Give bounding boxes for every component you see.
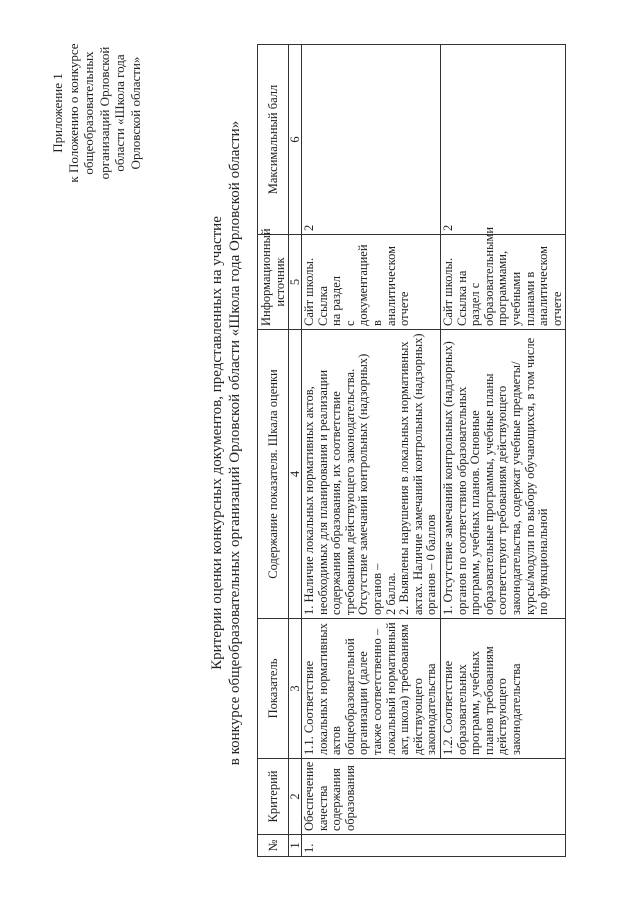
header-indicator: Показатель	[258, 619, 289, 759]
header-content: Содержание показателя. Шкала оценки	[258, 330, 289, 619]
criterion-cell: Обеспечение качества содержания образования	[302, 759, 566, 835]
table-row	[302, 45, 441, 857]
header-criterion: Критерий	[258, 759, 289, 835]
column-number: 2	[289, 759, 302, 835]
column-number: 4	[289, 330, 302, 619]
source-cell: Сайт школы. Ссылка на раздел с документацией в аналитическом отчете	[302, 235, 441, 330]
max-score-cell: 2	[440, 45, 565, 235]
appendix-note: Приложение 1 к Положению о конкурсе общеобразовательных организаций Орловской области «Школа года Орловской области»	[50, 43, 143, 183]
header-source: Информационный источник	[258, 235, 289, 330]
column-number: 6	[289, 45, 302, 235]
document-title	[208, 73, 244, 813]
row-number: 1.	[302, 835, 566, 857]
criteria-table	[257, 44, 566, 857]
column-number: 5	[289, 235, 302, 330]
column-number-row	[289, 45, 302, 857]
content-cell: 1. Наличие локальных нормативных актов, необходимых для планирования и реализации содержания образования, их соответствие требованиям действующего законодательства. Отсутствие замечаний контрольных (надзорных) органов – 2 балла. 2. Выявлены нарушения в локальных нормативных актах. Наличие замечаний контрольных (надзорных) органов – 0 баллов	[302, 330, 441, 619]
header-number: №	[258, 835, 289, 857]
table-row	[440, 45, 565, 857]
table-header-row	[258, 45, 289, 857]
indicator-cell: 1.1. Соответствие локальных нормативных актов общеобразовательной организации (далее также соответственно – локальный нормативный акт, школа) требованиям действующего законодательства	[302, 619, 441, 759]
column-number: 3	[289, 619, 302, 759]
source-cell: Сайт школы. Ссылка на раздел с образовательными программами, учебными планами в аналитическом отчете	[440, 235, 565, 330]
indicator-cell: 1.2. Соответствие образовательных программ, учебных планов требованиям действующего законодательства	[440, 619, 565, 759]
title-line-1: Критерии оценки конкурсных документов, представленных на участие	[209, 216, 225, 670]
title-line-2: в конкурсе общеобразовательных организаций Орловской области «Школа года Орловской области»	[227, 120, 243, 766]
header-max-score: Максимальный балл	[258, 45, 289, 235]
content-cell: 1. Отсутствие замечаний контрольных (надзорных) органов по соответствию образовательных программ, учебных планов. Основные образовательные программы, учебные планы соответствуют требованиям действующего законодательства, содержат учебные предметы/курсы/модули по выбору обучающихся, в том числе по функциональной	[440, 330, 565, 619]
column-number: 1	[289, 835, 302, 857]
max-score-cell: 2	[302, 45, 441, 235]
